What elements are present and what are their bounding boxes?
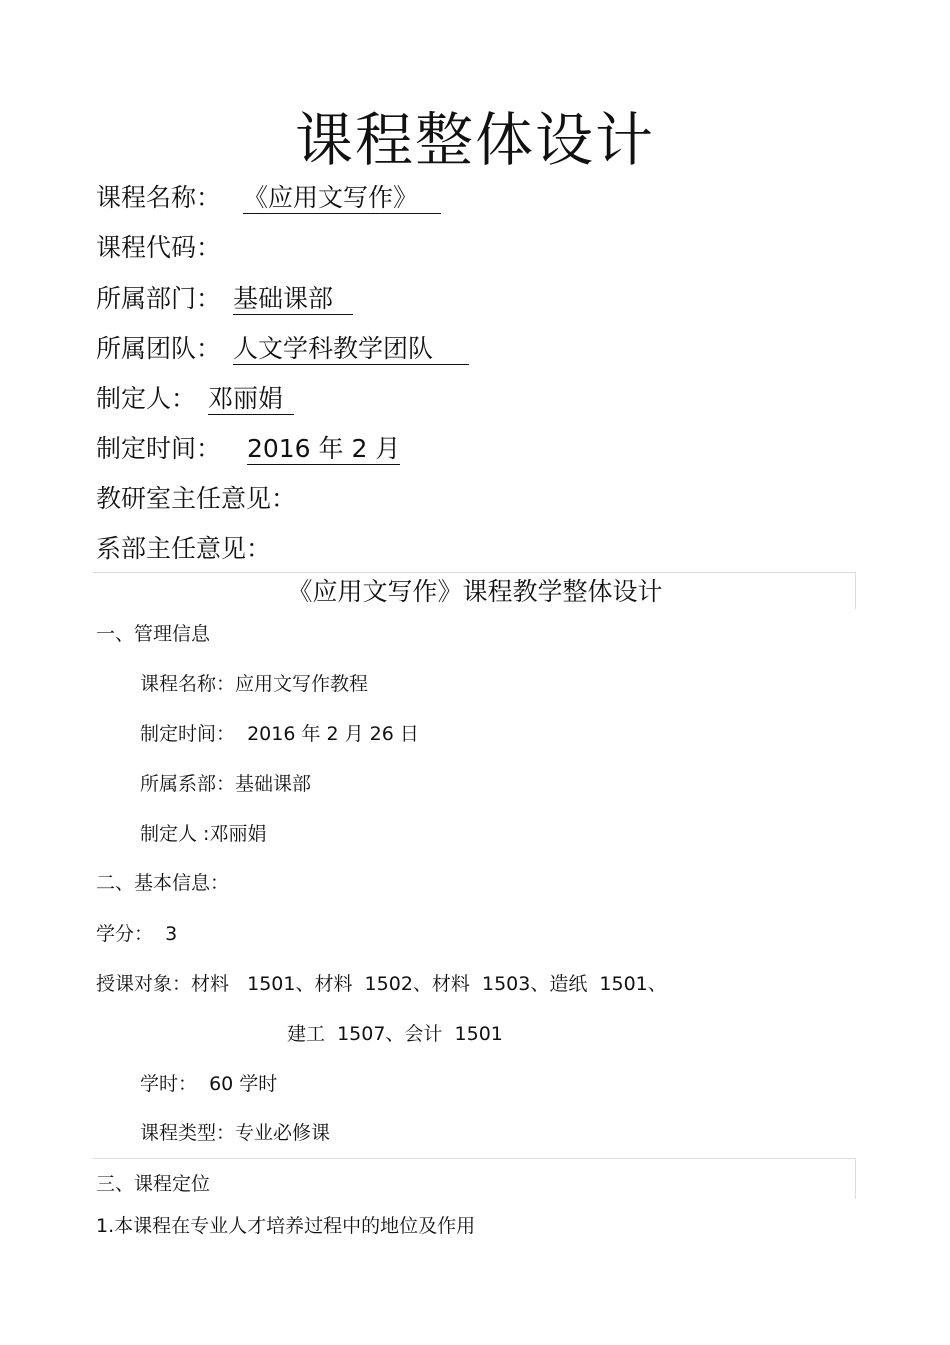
cover-label: 教研室主任意见： bbox=[96, 484, 297, 513]
info-item: 制定人 :邓丽娟 bbox=[140, 823, 267, 845]
section-heading: 一、管理信息 bbox=[96, 623, 211, 645]
info-item: 所属系部：基础课部 bbox=[140, 773, 312, 795]
cover-label: 制定人： bbox=[96, 384, 197, 413]
cover-row-dept-opinion bbox=[96, 531, 271, 567]
cover-label: 系部主任意见： bbox=[96, 534, 272, 563]
course-type: 课程类型：专业必修课 bbox=[140, 1122, 331, 1144]
hours: 学时： 60 学时 bbox=[140, 1073, 278, 1095]
section-heading: 二、基本信息： bbox=[96, 872, 230, 894]
cover-row-date bbox=[96, 431, 400, 467]
cover-label: 课程名称： bbox=[96, 183, 222, 212]
cover-value: 人文学科教学团队 bbox=[233, 334, 469, 365]
page-title: 课程整体设计 bbox=[294, 106, 655, 174]
cover-row-author bbox=[96, 381, 294, 417]
cover-value: 《应用文写作》 bbox=[242, 183, 442, 212]
cover-row-course-name bbox=[96, 180, 441, 216]
cover-value: 邓丽娟 bbox=[208, 384, 294, 415]
section-heading: 三、课程定位 bbox=[96, 1173, 211, 1195]
cover-label: 课程代码： bbox=[96, 233, 222, 262]
cover-row-office-opinion bbox=[96, 481, 296, 517]
subsection-heading: 1.本课程在专业人才培养过程中的地位及作用 bbox=[96, 1215, 476, 1237]
cover-row-team bbox=[96, 331, 469, 367]
audience-line: 授课对象：材料 1501、材料 1502、材料 1503、造纸 1501、 bbox=[96, 973, 667, 995]
info-item: 制定时间： 2016 年 2 月 26 日 bbox=[140, 723, 419, 745]
cover-value: 基础课部 bbox=[233, 284, 353, 315]
cover-label: 制定时间： bbox=[96, 434, 222, 463]
credits: 学分： 3 bbox=[96, 923, 178, 945]
audience-line: 建工 1507、会计 1501 bbox=[287, 1023, 503, 1045]
cover-label: 所属部门： bbox=[96, 284, 222, 313]
cover-row-department bbox=[96, 281, 353, 317]
cover-row-course-code bbox=[96, 230, 221, 266]
cover-label: 所属团队： bbox=[96, 334, 222, 363]
info-item: 课程名称：应用文写作教程 bbox=[140, 673, 369, 695]
design-title: 《应用文写作》课程教学整体设计 bbox=[287, 577, 663, 606]
cover-value: 2016 年 2 月 bbox=[246, 434, 401, 463]
